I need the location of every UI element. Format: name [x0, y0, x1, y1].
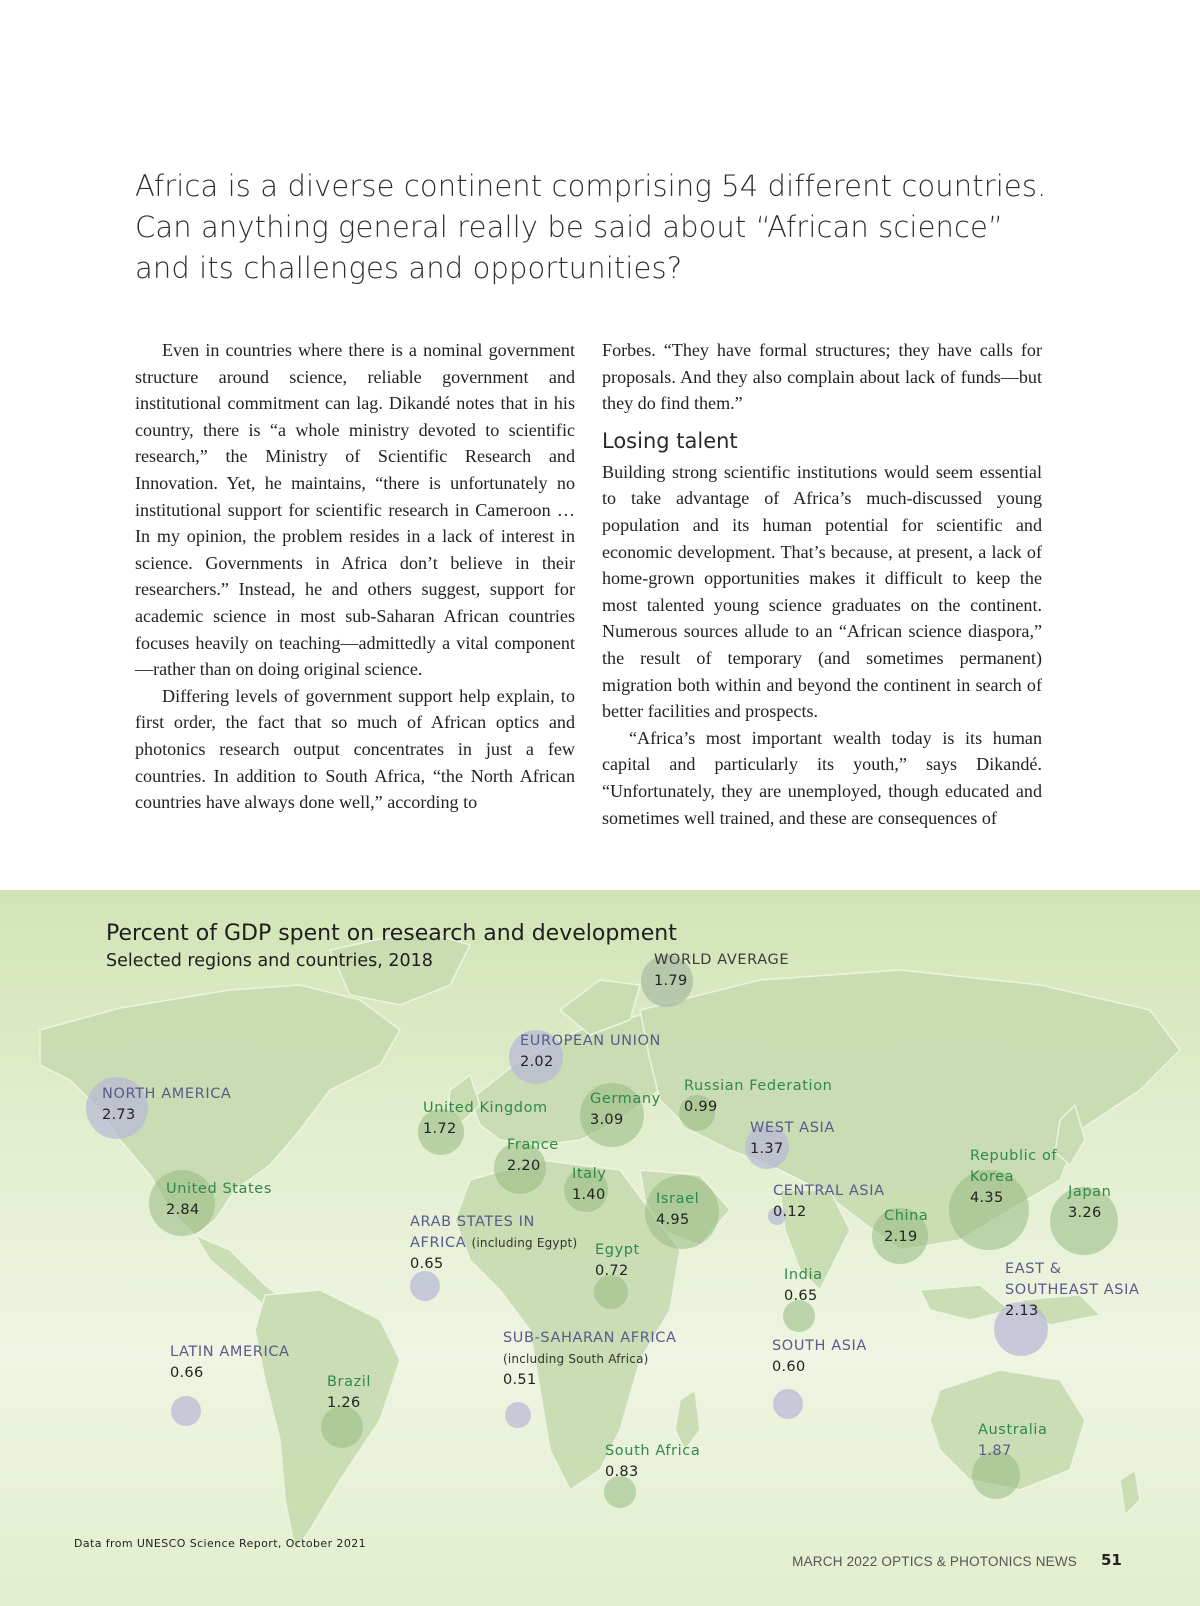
label-egypt: Egypt 0.72 — [595, 1242, 640, 1279]
rd-spending-map — [0, 890, 1200, 1606]
label-india: India 0.65 — [784, 1267, 823, 1304]
label-south-asia: SOUTH ASIA 0.60 — [772, 1338, 867, 1375]
label-north-america: NORTH AMERICA 2.73 — [102, 1086, 232, 1123]
label-european-union: EUROPEAN UNION 2.02 — [520, 1033, 661, 1070]
article-column-right — [602, 337, 1042, 831]
data-source-note: Data from UNESCO Science Report, October 2021 — [74, 1537, 367, 1550]
label-italy: Italy 1.40 — [572, 1166, 607, 1203]
label-latin-america: LATIN AMERICA 0.66 — [170, 1344, 290, 1381]
label-world-average: WORLD AVERAGE 1.79 — [654, 952, 790, 989]
section-subhead: Losing talent — [602, 428, 738, 453]
label-east-southeast-asia: EAST & SOUTHEAST ASIA 2.13 — [1005, 1261, 1140, 1319]
label-australia: Australia 1.87 — [978, 1422, 1048, 1459]
label-united-states: United States 2.84 — [166, 1181, 272, 1218]
label-arab-states: ARAB STATES IN AFRICA (including Egypt) 0.65 — [410, 1214, 578, 1272]
paragraph: Differing levels of government support help explain, to first order, the fact that so much of African optics and photonics research output concentrates in just a few countries. In addition to South Africa, “the North African countries have always done well,” according to — [135, 685, 575, 813]
label-russian-federation: Russian Federation 0.99 — [684, 1078, 833, 1115]
label-china: China 2.19 — [884, 1208, 929, 1245]
paragraph-continuation: Forbes. “They have formal structures; they have calls for proposals. And they also complain about lack of funds—but they do find them.” — [602, 340, 1042, 414]
article-column-left — [135, 337, 575, 816]
paragraph: “Africa’s most important wealth today is its human capital and particularly its youth,” says Dikandé. “Unfortunately, they are unemployed, though educated and sometimes well trained, and these are consequences of — [602, 727, 1042, 828]
label-central-asia: CENTRAL ASIA 0.12 — [773, 1183, 885, 1220]
label-brazil: Brazil 1.26 — [327, 1374, 372, 1411]
label-sub-saharan-africa: SUB-SAHARAN AFRICA (including South Africa) 0.51 — [503, 1330, 677, 1388]
bubble-arab-states — [410, 1271, 440, 1301]
label-west-asia: WEST ASIA 1.37 — [750, 1120, 835, 1157]
chart-subtitle: Selected regions and countries, 2018 — [106, 951, 433, 971]
bubble-sub-saharan-africa — [505, 1402, 531, 1428]
bubble-latin-america — [171, 1396, 201, 1426]
pull-quote: Africa is a diverse continent comprising 54 different countries. Can anything general really be said about “African science” and its challenges and opportunities? — [135, 169, 1047, 285]
label-germany: Germany 3.09 — [590, 1091, 661, 1128]
label-israel: Israel 4.95 — [656, 1191, 700, 1228]
label-republic-of-korea: Republic of Korea 4.35 — [970, 1148, 1058, 1206]
paragraph: Building strong scientific institutions would seem essential to take advantage of Africa’s much-discussed young population and its human potential for scientific and economic development. That’s because, at present, a lack of home-grown opportunities makes it difficult to keep the most talented young science graduates on the continent. Numerous sources allude to an “African science diaspora,” the result of temporary (and sometimes permanent) migration both within and beyond the continent in search of better facilities and prospects. — [602, 461, 1042, 722]
label-united-kingdom: United Kingdom 1.72 — [423, 1100, 548, 1137]
footer-issue: MARCH 2022 OPTICS & PHOTONICS NEWS — [792, 1554, 1077, 1569]
label-south-africa: South Africa 0.83 — [605, 1443, 701, 1480]
chart-title: Percent of GDP spent on research and development — [106, 921, 677, 946]
paragraph: Even in countries where there is a nominal government structure around science, reliable government and institutional commitment can lag. Dikandé notes that in his country, there is “a whole ministry devoted to scientific research,” the Ministry of Scientific Research and Innovation. Yet, he maintains, “there is unfortunately no institutional support for scientific research in Cameroon … In my opinion, the problem resides in a lack of interest in science. Governments in Africa don’t believe in their researchers.” Instead, he and others suggest, support for academic science in most sub-Saharan African countries focuses heavily on teaching—admittedly a vital component—rather than on doing original science. — [135, 340, 575, 680]
label-france: France 2.20 — [507, 1137, 559, 1174]
page-number: 51 — [1101, 1551, 1122, 1569]
bubble-south-asia — [773, 1389, 803, 1419]
label-japan: Japan 3.26 — [1068, 1184, 1112, 1221]
